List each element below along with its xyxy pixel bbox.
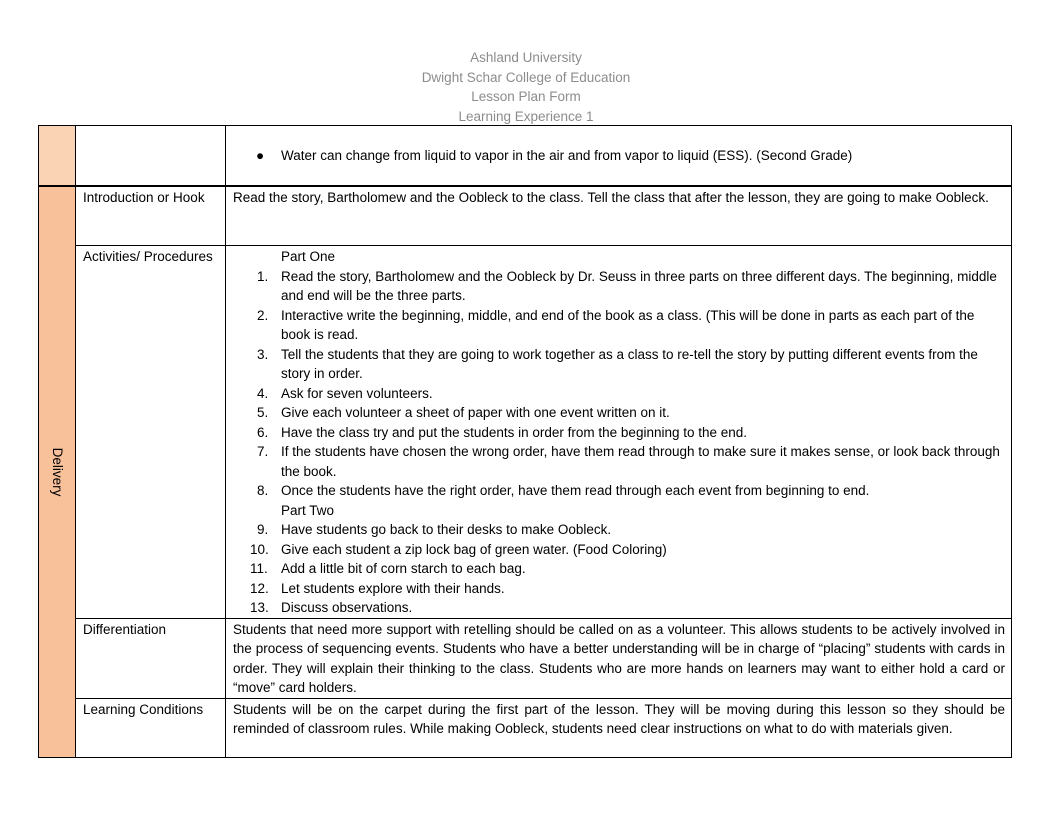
form-title: Lesson Plan Form xyxy=(471,89,581,104)
list-item xyxy=(233,403,1005,423)
delivery-label: Delivery xyxy=(49,447,65,497)
item-number: 1. xyxy=(257,268,269,284)
item-number: 4. xyxy=(257,385,269,401)
university-name: Ashland University xyxy=(470,50,582,65)
differentiation-text: Students that need more support with retelling should be called on as a volunteer. This allows students to be actively involved in the process of sequencing events. Students who have a better understanding will be in charge of “placing” students with cards in order. They will explain their thinking to the class. Students who are more hands on learners may want to either hold a card or “move” card holders. xyxy=(226,618,1012,698)
introduction-label: Introduction or Hook xyxy=(76,187,226,246)
list-item xyxy=(233,442,1005,481)
list-item xyxy=(233,598,1005,618)
item-number: 3. xyxy=(257,346,269,362)
list-item xyxy=(233,540,1005,560)
item-text: Let students explore with their hands. xyxy=(281,580,505,596)
item-text: Read the story, Bartholomew and the Oobleck by Dr. Seuss in three parts on three different days. The beginning, middle and end will be the three parts. xyxy=(281,268,997,303)
item-text: If the students have chosen the wrong order, have them read through to make sure it makes sense, or look back through the book. xyxy=(281,444,1000,479)
item-text: Part Two xyxy=(281,502,335,518)
item-number: 8. xyxy=(257,483,269,498)
delivery-label-cell xyxy=(39,187,76,758)
standards-row xyxy=(39,126,1012,186)
standards-label-cell xyxy=(76,126,226,186)
item-text: Interactive write the beginning, middle, and end of the book as a class. (This will be done in parts as each part of the book is read. xyxy=(281,307,975,342)
item-number: 9. xyxy=(257,522,269,537)
introduction-text: Read the story, Bartholomew and the Oobleck to the class. Tell the class that after the lesson, they are going to make Oobleck. xyxy=(226,187,1012,246)
item-text: Once the students have the right order, have them read through each event from beginning to end. xyxy=(281,483,870,498)
item-text: Discuss observations. xyxy=(281,600,413,615)
college-name: Dwight Schar College of Education xyxy=(421,69,631,85)
standards-content-cell xyxy=(226,126,1012,186)
standards-table xyxy=(38,125,1012,186)
list-item xyxy=(233,501,1005,521)
learning-conditions-label: Learning Conditions xyxy=(76,698,226,757)
item-number: 10. xyxy=(250,541,269,557)
item-number: 5. xyxy=(257,405,269,420)
list-item xyxy=(233,481,1005,501)
item-text: Tell the students that they are going to work together as a class to re-tell the story by putting different events from the story in order. xyxy=(281,346,978,381)
delivery-table xyxy=(38,186,1012,758)
list-item xyxy=(233,306,1005,345)
learning-conditions-text: Students will be on the carpet during the first part of the lesson. They will be moving during this lesson so they should be reminded of classroom rules. While making Oobleck, students need clear instructions on what to do with materials given. xyxy=(226,698,1012,757)
item-text: Have the class try and put the students in order from the beginning to the end. xyxy=(281,424,748,440)
differentiation-row xyxy=(39,618,1012,698)
item-number: 12. xyxy=(250,580,269,596)
list-item xyxy=(233,423,1005,443)
standards-color-cell xyxy=(39,126,76,186)
list-item xyxy=(233,559,1005,579)
list-item xyxy=(233,247,1005,267)
item-text: Give each student a zip lock bag of green water. (Food Coloring) xyxy=(281,541,667,557)
learning-conditions-row xyxy=(39,698,1012,757)
procedure-list xyxy=(233,247,1005,618)
list-item xyxy=(233,267,1005,306)
list-item xyxy=(233,520,1005,540)
list-item xyxy=(233,384,1005,404)
item-number: 7. xyxy=(257,444,269,459)
item-text: Part One xyxy=(281,249,336,264)
item-text: Have students go back to their desks to make Oobleck. xyxy=(281,522,612,537)
differentiation-label: Differentiation xyxy=(76,618,226,698)
bullet-icon: ● xyxy=(256,148,265,163)
document-header xyxy=(0,48,1052,126)
activities-row xyxy=(39,246,1012,619)
item-number: 11. xyxy=(250,561,268,576)
item-text: Add a little bit of corn starch to each bag. xyxy=(281,561,526,576)
introduction-row xyxy=(39,187,1012,246)
item-number: 6. xyxy=(257,424,269,440)
list-item xyxy=(233,579,1005,599)
list-item xyxy=(233,345,1005,384)
item-number: 13. xyxy=(250,600,269,615)
item-text: Ask for seven volunteers. xyxy=(281,385,433,401)
item-text: Give each volunteer a sheet of paper with one event written on it. xyxy=(281,405,670,420)
standard-text: Water can change from liquid to vapor in the air and from vapor to liquid (ESS). (Second Grade) xyxy=(281,148,853,163)
experience-title: Learning Experience 1 xyxy=(458,108,594,124)
activities-label: Activities/ Procedures xyxy=(76,246,226,619)
activities-content xyxy=(226,246,1012,619)
item-number: 2. xyxy=(257,307,269,323)
